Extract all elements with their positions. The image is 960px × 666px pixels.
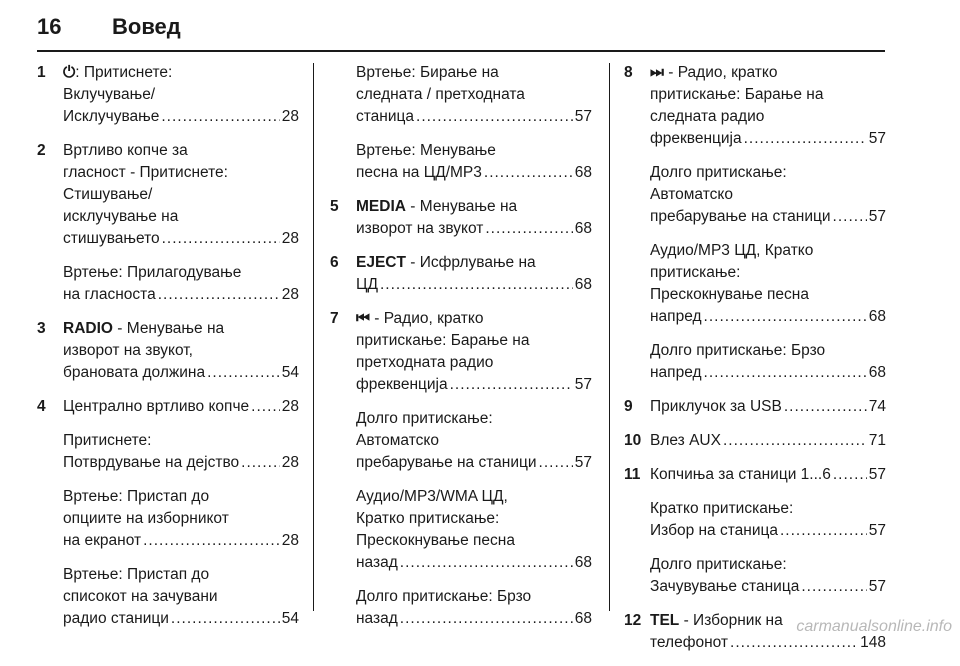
power-icon: ⏻ bbox=[63, 64, 76, 81]
column-2 bbox=[330, 62, 592, 642]
entry-number: 8 bbox=[624, 64, 633, 81]
entry-6: 6 EJECT - Исфрлување на ЦД ..... 68 bbox=[330, 252, 592, 296]
entry-9 bbox=[624, 396, 886, 418]
button-name: MEDIA bbox=[356, 198, 406, 215]
sub-entry: Вртење: Пристап до списокот на зачувани радио станици ..... 54 bbox=[63, 564, 299, 630]
toc-line[interactable]: назад ..... 68 bbox=[356, 608, 592, 630]
toc-line[interactable]: изворот на звукот ..... 68 bbox=[356, 218, 592, 240]
entry-7: 7 ⏮ - Радио, кратко притискање: Барање на претходната радио фреквенција ..... 57 Долго притискање: Автоматско пребарување на станици ..... 57 Аудио/MP3/WMA ЦД, Кратко притискање: Прескокнување песна назад ..... 68 Долго притискање: Брзо назад ..... 68 bbox=[330, 308, 592, 630]
page-ref: 74 bbox=[868, 398, 886, 415]
watermark: carmanualsonline.info bbox=[796, 618, 952, 635]
sub-entry: Долго притискање: Автоматско пребарување на станици ..... 57 bbox=[650, 162, 886, 228]
toc-line[interactable]: Копчиња за станици 1...6 ..... 57 bbox=[650, 464, 886, 486]
sub-entry: Долго притискање: Брзо напред ..... 68 bbox=[650, 340, 886, 384]
toc-line[interactable]: на гласноста ..... 28 bbox=[63, 284, 299, 306]
sub-entry: Аудио/MP3 ЦД, Кратко притискање: Прескокнување песна напред ..... 68 bbox=[650, 240, 886, 328]
page-ref: 28 bbox=[281, 454, 299, 471]
entry-number: 1 bbox=[37, 64, 46, 81]
button-name: TEL bbox=[650, 612, 680, 629]
toc-line[interactable]: Потврдување на дејство ..... 28 bbox=[63, 452, 299, 474]
entry-10 bbox=[624, 430, 886, 452]
entry-number: 7 bbox=[330, 310, 339, 327]
sub-entry: Вртење: Прилагодување на гласноста ..... 28 bbox=[63, 262, 299, 306]
toc-line[interactable]: брановата должина ..... 54 bbox=[63, 362, 299, 384]
toc-line[interactable]: Избор на станица ..... 57 bbox=[650, 520, 886, 542]
page-ref: 57 bbox=[868, 522, 886, 539]
page-ref: 28 bbox=[281, 398, 299, 415]
toc-line[interactable]: Зачувување станица ..... 57 bbox=[650, 576, 886, 598]
toc-line[interactable]: на екранот ..... 28 bbox=[63, 530, 299, 552]
toc-line[interactable]: Централно вртливо копче ..... 28 bbox=[63, 396, 299, 418]
page-ref: 57 bbox=[574, 454, 592, 471]
page-ref: 57 bbox=[574, 376, 592, 393]
entry-1: 1 ⏻: Притиснете: Вклучување/ Исклучување ..... 28 bbox=[37, 62, 299, 128]
page-ref: 57 bbox=[868, 208, 886, 225]
page-ref: 68 bbox=[574, 276, 592, 293]
sub-entry: Притиснете: Потврдување на дејство ..... 28 bbox=[63, 430, 299, 474]
page-ref: 148 bbox=[860, 634, 886, 651]
page-ref: 68 bbox=[574, 610, 592, 627]
column-divider-2 bbox=[609, 63, 610, 611]
sub-entry: Вртење: Менување песна на ЦД/MP3 ..... 68 bbox=[356, 140, 592, 184]
page-ref: 54 bbox=[281, 610, 299, 627]
sub-entry: Вртење: Пристап до опциите на изборникот на екранот ..... 28 bbox=[63, 486, 299, 552]
page-header bbox=[37, 14, 887, 54]
column-divider-1 bbox=[313, 63, 314, 611]
toc-line[interactable]: напред ..... 68 bbox=[650, 362, 886, 384]
sub-entry: Долго притискање: Брзо назад ..... 68 bbox=[356, 586, 592, 630]
skip-forward-icon: ⏭ bbox=[650, 64, 664, 81]
entry-number: 6 bbox=[330, 254, 339, 271]
sub-entry: Кратко притискање: Избор на станица ..... 57 bbox=[650, 498, 886, 542]
entry-2: 2 Вртливо копче за гласност - Притиснете: Стишување/ исклучување на стишувањето ..... 28 Вртење: Прилагодување на гласноста ..... 28 bbox=[37, 140, 299, 306]
toc-line[interactable]: Влез AUX ..... 71 bbox=[650, 430, 886, 452]
page-ref: 57 bbox=[868, 130, 886, 147]
toc-line[interactable]: назад ..... 68 bbox=[356, 552, 592, 574]
entry-number: 12 bbox=[624, 612, 642, 629]
page-ref: 28 bbox=[281, 108, 299, 125]
toc-line[interactable]: телефонот ..... 148 bbox=[650, 632, 886, 654]
button-name: EJECT bbox=[356, 254, 406, 271]
page-ref: 28 bbox=[281, 230, 299, 247]
page-ref: 68 bbox=[574, 164, 592, 181]
sub-entry: Долго притискање: Автоматско пребарување на станици ..... 57 bbox=[356, 408, 592, 474]
section-title: Вовед bbox=[112, 14, 181, 39]
page-ref: 68 bbox=[574, 220, 592, 237]
toc-line[interactable]: стишувањето ..... 28 bbox=[63, 228, 299, 250]
sub-entry: Аудио/MP3/WMA ЦД, Кратко притискање: Прескокнување песна назад ..... 68 bbox=[356, 486, 592, 574]
toc-line[interactable]: Приклучок за USB ..... 74 bbox=[650, 396, 886, 418]
entry-11 bbox=[624, 464, 886, 598]
page-ref: 57 bbox=[868, 466, 886, 483]
page-ref: 28 bbox=[281, 286, 299, 303]
page-ref: 68 bbox=[574, 554, 592, 571]
entry-number: 4 bbox=[37, 398, 46, 415]
page-ref: 57 bbox=[868, 578, 886, 595]
skip-back-icon: ⏮ bbox=[356, 310, 370, 327]
continued-entry: Вртење: Бирање на следната / претходната станица ..... 57 Вртење: Менување песна на ЦД/MP3 ..... 68 bbox=[330, 62, 592, 184]
toc-line[interactable]: ЦД ..... 68 bbox=[356, 274, 592, 296]
entry-number: 11 bbox=[624, 466, 641, 483]
entry-number: 3 bbox=[37, 320, 46, 337]
button-name: RADIO bbox=[63, 320, 113, 337]
page-ref: 71 bbox=[868, 432, 886, 449]
page-ref: 54 bbox=[281, 364, 299, 381]
page-ref: 57 bbox=[574, 108, 592, 125]
entry-4 bbox=[37, 396, 299, 630]
toc-line[interactable]: фреквенција ..... 57 bbox=[650, 128, 886, 150]
entry-3: 3 RADIO - Менување на изворот на звукот, брановата должина ..... 54 bbox=[37, 318, 299, 384]
toc-line[interactable]: пребарување на станици ..... 57 bbox=[356, 452, 592, 474]
toc-line[interactable]: радио станици ..... 54 bbox=[63, 608, 299, 630]
page-number: 16 bbox=[37, 14, 62, 39]
page-ref: 68 bbox=[868, 364, 886, 381]
page-ref: 28 bbox=[281, 532, 299, 549]
page-ref: 68 bbox=[868, 308, 886, 325]
entry-number: 9 bbox=[624, 398, 633, 415]
entry-12: 12 TEL - Изборник на телефонот ..... 148 bbox=[624, 610, 886, 654]
toc-line[interactable]: напред ..... 68 bbox=[650, 306, 886, 328]
toc-line[interactable]: Исклучување ..... 28 bbox=[63, 106, 299, 128]
column-3 bbox=[624, 62, 886, 666]
header-rule bbox=[37, 50, 885, 52]
toc-line[interactable]: фреквенција ..... 57 bbox=[356, 374, 592, 396]
entry-number: 10 bbox=[624, 432, 642, 449]
entry-5: 5 MEDIA - Менување на изворот на звукот ..... 68 bbox=[330, 196, 592, 240]
entry-number: 5 bbox=[330, 198, 339, 215]
entry-number: 2 bbox=[37, 142, 46, 159]
toc-line[interactable]: пребарување на станици ..... 57 bbox=[650, 206, 886, 228]
entry-8: 8 ⏭ - Радио, кратко притискање: Барање на следната радио фреквенција ..... 57 Долго притискање: Автоматско пребарување на станици ..... 57 Аудио/MP3 ЦД, Кратко притискање: Прескокнување песна напред ..... 68 Долго притискање: Брзо напред ..... 68 bbox=[624, 62, 886, 384]
toc-line[interactable]: песна на ЦД/MP3 ..... 68 bbox=[356, 162, 592, 184]
toc-line[interactable]: станица ..... 57 bbox=[356, 106, 592, 128]
sub-entry: Долго притискање: Зачувување станица ..... 57 bbox=[650, 554, 886, 598]
column-1 bbox=[37, 62, 299, 642]
